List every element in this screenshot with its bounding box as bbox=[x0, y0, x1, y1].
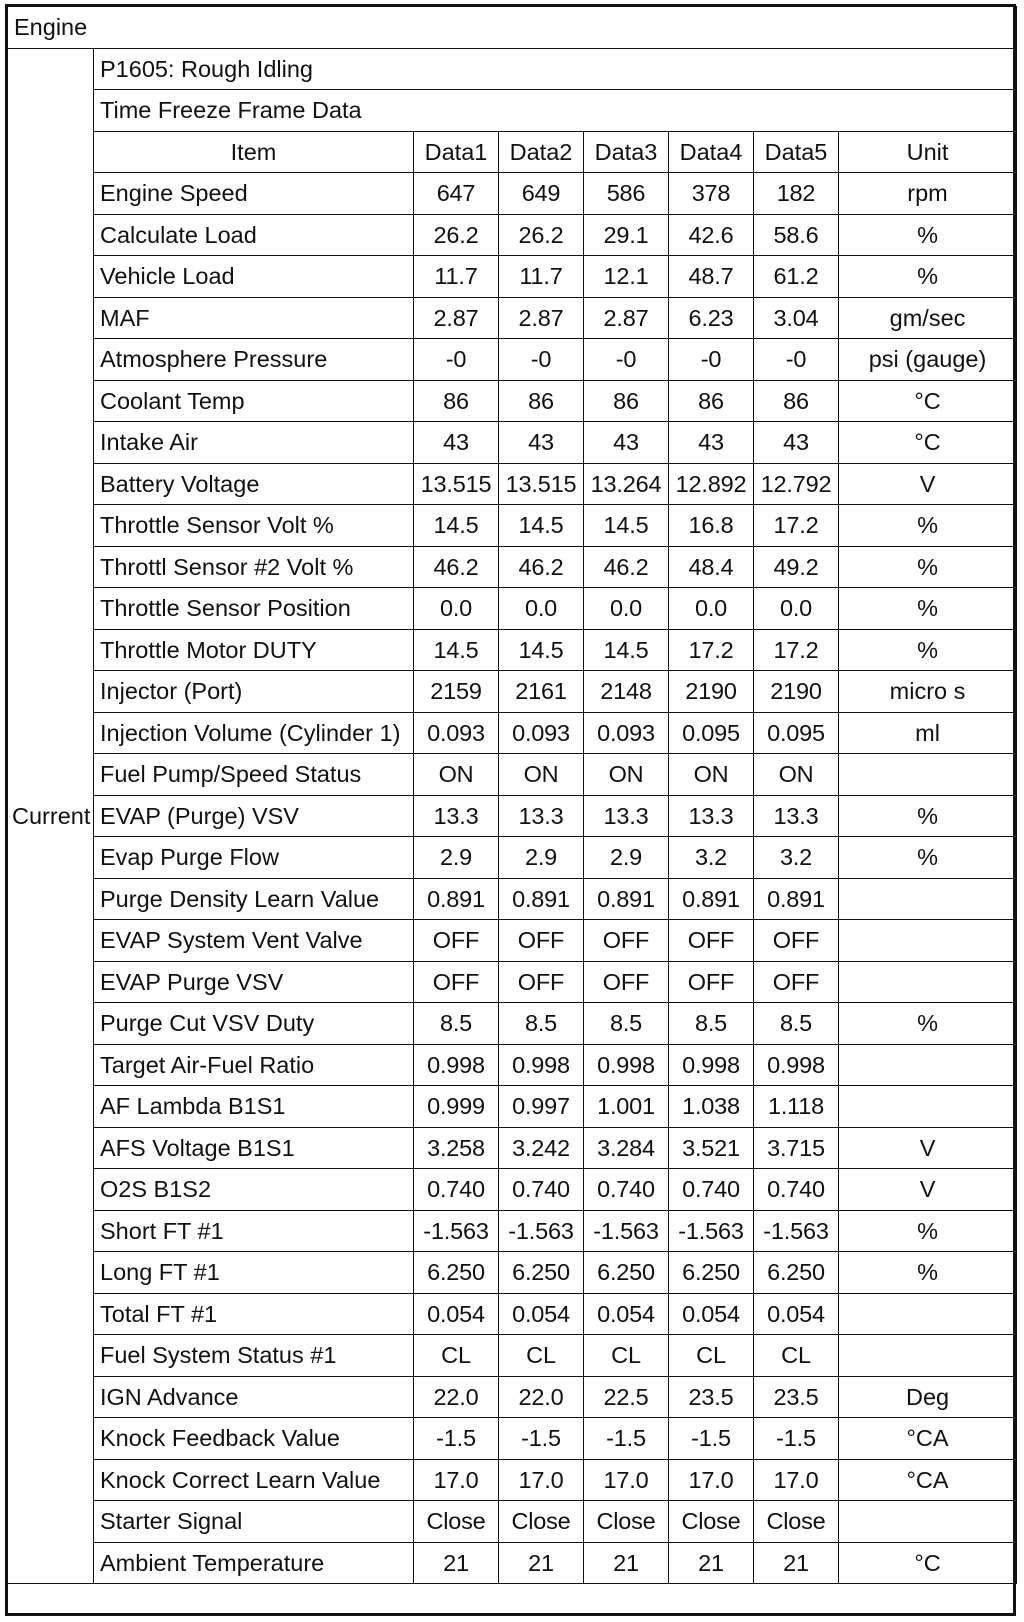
row-item-label: Calculate Load bbox=[94, 214, 414, 256]
column-header-data2: Data2 bbox=[499, 131, 584, 173]
row-unit: °CA bbox=[839, 1418, 1017, 1460]
engine-row bbox=[8, 7, 1017, 49]
row-data2-value: 0.998 bbox=[499, 1044, 584, 1086]
row-data2-value: 2.9 bbox=[499, 837, 584, 879]
row-data3-value: -1.563 bbox=[584, 1210, 669, 1252]
row-data2-value: 0.0 bbox=[499, 588, 584, 630]
row-data1-value: 0.998 bbox=[414, 1044, 499, 1086]
row-data3-value: 46.2 bbox=[584, 546, 669, 588]
row-item-label: Intake Air bbox=[94, 422, 414, 464]
row-data3-value: 86 bbox=[584, 380, 669, 422]
row-item-label: Engine Speed bbox=[94, 173, 414, 215]
row-data3-value: -0 bbox=[584, 339, 669, 381]
row-unit bbox=[839, 1086, 1017, 1128]
row-data1-value: Close bbox=[414, 1501, 499, 1543]
row-data1-value: 43 bbox=[414, 422, 499, 464]
row-data1-value: ON bbox=[414, 754, 499, 796]
row-data4-value: 8.5 bbox=[669, 1003, 754, 1045]
row-data1-value: 647 bbox=[414, 173, 499, 215]
row-unit: % bbox=[839, 588, 1017, 630]
row-data5-value: -0 bbox=[754, 339, 839, 381]
row-data1-value: 0.0 bbox=[414, 588, 499, 630]
row-unit bbox=[839, 961, 1017, 1003]
row-data1-value: 0.093 bbox=[414, 712, 499, 754]
row-unit: % bbox=[839, 546, 1017, 588]
row-data5-value: -1.5 bbox=[754, 1418, 839, 1460]
row-data1-value: 86 bbox=[414, 380, 499, 422]
row-data4-value: CL bbox=[669, 1335, 754, 1377]
row-unit bbox=[839, 1293, 1017, 1335]
row-data3-value: Close bbox=[584, 1501, 669, 1543]
row-data5-value: ON bbox=[754, 754, 839, 796]
row-unit: rpm bbox=[839, 173, 1017, 215]
table-row bbox=[8, 1169, 1017, 1211]
row-unit: % bbox=[839, 837, 1017, 879]
row-data5-value: 86 bbox=[754, 380, 839, 422]
row-data5-value: -1.563 bbox=[754, 1210, 839, 1252]
table-row bbox=[8, 1335, 1017, 1377]
row-data4-value: 86 bbox=[669, 380, 754, 422]
header-row bbox=[8, 131, 1017, 173]
row-data2-value: 8.5 bbox=[499, 1003, 584, 1045]
table-row bbox=[8, 671, 1017, 713]
row-data3-value: -1.5 bbox=[584, 1418, 669, 1460]
row-unit: gm/sec bbox=[839, 297, 1017, 339]
row-data4-value: -0 bbox=[669, 339, 754, 381]
row-data1-value: 0.999 bbox=[414, 1086, 499, 1128]
row-data1-value: 13.3 bbox=[414, 795, 499, 837]
row-item-label: IGN Advance bbox=[94, 1376, 414, 1418]
row-data2-value: OFF bbox=[499, 920, 584, 962]
row-data3-value: 21 bbox=[584, 1542, 669, 1584]
row-data5-value: 182 bbox=[754, 173, 839, 215]
row-data1-value: OFF bbox=[414, 961, 499, 1003]
row-data5-value: 0.740 bbox=[754, 1169, 839, 1211]
row-data1-value: 0.740 bbox=[414, 1169, 499, 1211]
row-data5-value: 58.6 bbox=[754, 214, 839, 256]
table-row bbox=[8, 920, 1017, 962]
row-data1-value: 2.87 bbox=[414, 297, 499, 339]
row-item-label: Knock Feedback Value bbox=[94, 1418, 414, 1460]
row-item-label: O2S B1S2 bbox=[94, 1169, 414, 1211]
row-data2-value: 2.87 bbox=[499, 297, 584, 339]
row-data3-value: 17.0 bbox=[584, 1459, 669, 1501]
row-unit: ml bbox=[839, 712, 1017, 754]
table-row bbox=[8, 173, 1017, 215]
row-data4-value: 48.4 bbox=[669, 546, 754, 588]
table-row bbox=[8, 1501, 1017, 1543]
dtc-row bbox=[8, 48, 1017, 90]
row-item-label: Throttle Sensor Position bbox=[94, 588, 414, 630]
row-data4-value: 17.0 bbox=[669, 1459, 754, 1501]
row-data2-value: 13.515 bbox=[499, 463, 584, 505]
table-row bbox=[8, 1044, 1017, 1086]
table-row bbox=[8, 1293, 1017, 1335]
row-data2-value: 0.997 bbox=[499, 1086, 584, 1128]
row-item-label: Coolant Temp bbox=[94, 380, 414, 422]
row-item-label: EVAP System Vent Valve bbox=[94, 920, 414, 962]
row-data2-value: 0.054 bbox=[499, 1293, 584, 1335]
table-row bbox=[8, 1127, 1017, 1169]
row-data3-value: 0.0 bbox=[584, 588, 669, 630]
row-item-label: Injector (Port) bbox=[94, 671, 414, 713]
row-data5-value: 8.5 bbox=[754, 1003, 839, 1045]
row-data3-value: 2.9 bbox=[584, 837, 669, 879]
row-data4-value: 16.8 bbox=[669, 505, 754, 547]
column-header-data5: Data5 bbox=[754, 131, 839, 173]
row-unit bbox=[839, 754, 1017, 796]
row-data5-value: 17.0 bbox=[754, 1459, 839, 1501]
row-unit bbox=[839, 920, 1017, 962]
row-data1-value: 21 bbox=[414, 1542, 499, 1584]
row-data4-value: 12.892 bbox=[669, 463, 754, 505]
row-data1-value: CL bbox=[414, 1335, 499, 1377]
row-item-label: EVAP Purge VSV bbox=[94, 961, 414, 1003]
row-data3-value: OFF bbox=[584, 920, 669, 962]
row-data2-value: 11.7 bbox=[499, 256, 584, 298]
table-row bbox=[8, 505, 1017, 547]
row-unit bbox=[839, 1044, 1017, 1086]
row-data3-value: 0.891 bbox=[584, 878, 669, 920]
table-row bbox=[8, 878, 1017, 920]
row-data2-value: CL bbox=[499, 1335, 584, 1377]
table-row bbox=[8, 1459, 1017, 1501]
row-item-label: Throttl Sensor #2 Volt % bbox=[94, 546, 414, 588]
row-item-label: AFS Voltage B1S1 bbox=[94, 1127, 414, 1169]
dtc-code: P1605: Rough Idling bbox=[94, 48, 1017, 90]
row-data5-value: 3.04 bbox=[754, 297, 839, 339]
row-data5-value: 6.250 bbox=[754, 1252, 839, 1294]
row-data4-value: 48.7 bbox=[669, 256, 754, 298]
row-data3-value: 43 bbox=[584, 422, 669, 464]
row-data3-value: 12.1 bbox=[584, 256, 669, 298]
row-data3-value: 1.001 bbox=[584, 1086, 669, 1128]
row-data3-value: 22.5 bbox=[584, 1376, 669, 1418]
row-item-label: Fuel Pump/Speed Status bbox=[94, 754, 414, 796]
row-data3-value: 13.3 bbox=[584, 795, 669, 837]
row-item-label: Starter Signal bbox=[94, 1501, 414, 1543]
table-row bbox=[8, 1542, 1017, 1584]
table-row bbox=[8, 463, 1017, 505]
row-data4-value: 3.2 bbox=[669, 837, 754, 879]
row-item-label: Throttle Sensor Volt % bbox=[94, 505, 414, 547]
row-data5-value: Close bbox=[754, 1501, 839, 1543]
row-unit: % bbox=[839, 795, 1017, 837]
row-data3-value: 0.740 bbox=[584, 1169, 669, 1211]
row-data1-value: 14.5 bbox=[414, 505, 499, 547]
column-header-data1: Data1 bbox=[414, 131, 499, 173]
row-data4-value: OFF bbox=[669, 961, 754, 1003]
row-data3-value: 0.093 bbox=[584, 712, 669, 754]
row-data3-value: 0.054 bbox=[584, 1293, 669, 1335]
row-data4-value: 23.5 bbox=[669, 1376, 754, 1418]
row-data2-value: 649 bbox=[499, 173, 584, 215]
row-unit: V bbox=[839, 1169, 1017, 1211]
table-row bbox=[8, 961, 1017, 1003]
row-data4-value: 0.891 bbox=[669, 878, 754, 920]
row-item-label: Ambient Temperature bbox=[94, 1542, 414, 1584]
row-data5-value: 0.998 bbox=[754, 1044, 839, 1086]
table-row bbox=[8, 422, 1017, 464]
row-data2-value: 3.242 bbox=[499, 1127, 584, 1169]
row-data5-value: 17.2 bbox=[754, 629, 839, 671]
row-item-label: Purge Density Learn Value bbox=[94, 878, 414, 920]
row-data5-value: OFF bbox=[754, 961, 839, 1003]
row-data2-value: 86 bbox=[499, 380, 584, 422]
row-data2-value: 26.2 bbox=[499, 214, 584, 256]
row-data4-value: ON bbox=[669, 754, 754, 796]
row-data4-value: 0.054 bbox=[669, 1293, 754, 1335]
row-item-label: EVAP (Purge) VSV bbox=[94, 795, 414, 837]
table-row bbox=[8, 1210, 1017, 1252]
row-data1-value: 6.250 bbox=[414, 1252, 499, 1294]
row-data2-value: -0 bbox=[499, 339, 584, 381]
row-data1-value: 22.0 bbox=[414, 1376, 499, 1418]
table-row bbox=[8, 1252, 1017, 1294]
row-data2-value: -1.5 bbox=[499, 1418, 584, 1460]
row-item-label: Evap Purge Flow bbox=[94, 837, 414, 879]
row-data2-value: 6.250 bbox=[499, 1252, 584, 1294]
column-header-unit: Unit bbox=[839, 131, 1017, 173]
row-unit: % bbox=[839, 1252, 1017, 1294]
row-data2-value: 21 bbox=[499, 1542, 584, 1584]
column-header-data4: Data4 bbox=[669, 131, 754, 173]
row-data1-value: 8.5 bbox=[414, 1003, 499, 1045]
row-data2-value: 14.5 bbox=[499, 629, 584, 671]
row-data4-value: -1.563 bbox=[669, 1210, 754, 1252]
row-item-label: Battery Voltage bbox=[94, 463, 414, 505]
table-row bbox=[8, 1376, 1017, 1418]
row-data5-value: 49.2 bbox=[754, 546, 839, 588]
row-data1-value: 26.2 bbox=[414, 214, 499, 256]
row-unit: °C bbox=[839, 422, 1017, 464]
row-data2-value: 2161 bbox=[499, 671, 584, 713]
table-row bbox=[8, 712, 1017, 754]
row-data3-value: 29.1 bbox=[584, 214, 669, 256]
column-header-data3: Data3 bbox=[584, 131, 669, 173]
row-data1-value: OFF bbox=[414, 920, 499, 962]
row-data2-value: 17.0 bbox=[499, 1459, 584, 1501]
row-data4-value: -1.5 bbox=[669, 1418, 754, 1460]
row-data1-value: 0.054 bbox=[414, 1293, 499, 1335]
table-row bbox=[8, 795, 1017, 837]
row-data5-value: 21 bbox=[754, 1542, 839, 1584]
table-row bbox=[8, 339, 1017, 381]
row-data4-value: 0.998 bbox=[669, 1044, 754, 1086]
section-title-row bbox=[8, 90, 1017, 132]
row-data1-value: 3.258 bbox=[414, 1127, 499, 1169]
current-label: Current bbox=[8, 48, 94, 1584]
row-data1-value: -0 bbox=[414, 339, 499, 381]
row-item-label: Purge Cut VSV Duty bbox=[94, 1003, 414, 1045]
row-data4-value: 13.3 bbox=[669, 795, 754, 837]
row-data4-value: Close bbox=[669, 1501, 754, 1543]
row-data3-value: 2.87 bbox=[584, 297, 669, 339]
row-unit: °C bbox=[839, 380, 1017, 422]
row-data2-value: OFF bbox=[499, 961, 584, 1003]
row-unit bbox=[839, 878, 1017, 920]
row-unit: °C bbox=[839, 1542, 1017, 1584]
row-unit bbox=[839, 1501, 1017, 1543]
row-unit: % bbox=[839, 629, 1017, 671]
row-data2-value: -1.563 bbox=[499, 1210, 584, 1252]
row-unit: % bbox=[839, 1003, 1017, 1045]
table-row bbox=[8, 546, 1017, 588]
row-item-label: Total FT #1 bbox=[94, 1293, 414, 1335]
table-row bbox=[8, 214, 1017, 256]
row-data5-value: 0.054 bbox=[754, 1293, 839, 1335]
row-data4-value: 42.6 bbox=[669, 214, 754, 256]
row-data2-value: 13.3 bbox=[499, 795, 584, 837]
row-data5-value: 3.715 bbox=[754, 1127, 839, 1169]
row-data5-value: 2190 bbox=[754, 671, 839, 713]
row-item-label: Short FT #1 bbox=[94, 1210, 414, 1252]
table-row bbox=[8, 837, 1017, 879]
row-data5-value: 3.2 bbox=[754, 837, 839, 879]
row-unit: Deg bbox=[839, 1376, 1017, 1418]
row-data5-value: 17.2 bbox=[754, 505, 839, 547]
row-data5-value: OFF bbox=[754, 920, 839, 962]
row-data4-value: 17.2 bbox=[669, 629, 754, 671]
row-data5-value: CL bbox=[754, 1335, 839, 1377]
row-data3-value: OFF bbox=[584, 961, 669, 1003]
row-data5-value: 0.891 bbox=[754, 878, 839, 920]
row-item-label: Vehicle Load bbox=[94, 256, 414, 298]
row-item-label: Target Air-Fuel Ratio bbox=[94, 1044, 414, 1086]
column-header-item: Item bbox=[94, 131, 414, 173]
row-unit: % bbox=[839, 256, 1017, 298]
row-data1-value: 17.0 bbox=[414, 1459, 499, 1501]
row-data5-value: 1.118 bbox=[754, 1086, 839, 1128]
row-data3-value: 2148 bbox=[584, 671, 669, 713]
table-row bbox=[8, 588, 1017, 630]
row-data4-value: 6.23 bbox=[669, 297, 754, 339]
row-data1-value: 11.7 bbox=[414, 256, 499, 298]
row-data1-value: 0.891 bbox=[414, 878, 499, 920]
section-title: Time Freeze Frame Data bbox=[94, 90, 1017, 132]
row-data3-value: 13.264 bbox=[584, 463, 669, 505]
row-data5-value: 0.095 bbox=[754, 712, 839, 754]
row-data1-value: 46.2 bbox=[414, 546, 499, 588]
table-row bbox=[8, 754, 1017, 796]
row-data2-value: Close bbox=[499, 1501, 584, 1543]
row-data2-value: 14.5 bbox=[499, 505, 584, 547]
engine-label: Engine bbox=[8, 7, 1017, 49]
row-data2-value: 0.891 bbox=[499, 878, 584, 920]
row-data2-value: 0.093 bbox=[499, 712, 584, 754]
row-unit: % bbox=[839, 214, 1017, 256]
row-item-label: Fuel System Status #1 bbox=[94, 1335, 414, 1377]
row-data4-value: 0.0 bbox=[669, 588, 754, 630]
row-data5-value: 23.5 bbox=[754, 1376, 839, 1418]
row-data4-value: 0.095 bbox=[669, 712, 754, 754]
row-data1-value: -1.5 bbox=[414, 1418, 499, 1460]
row-data3-value: 8.5 bbox=[584, 1003, 669, 1045]
row-data3-value: 6.250 bbox=[584, 1252, 669, 1294]
row-data1-value: -1.563 bbox=[414, 1210, 499, 1252]
table-row bbox=[8, 297, 1017, 339]
row-data5-value: 43 bbox=[754, 422, 839, 464]
row-data5-value: 0.0 bbox=[754, 588, 839, 630]
table-row bbox=[8, 256, 1017, 298]
row-data2-value: 0.740 bbox=[499, 1169, 584, 1211]
row-item-label: Atmosphere Pressure bbox=[94, 339, 414, 381]
row-unit bbox=[839, 1335, 1017, 1377]
row-data2-value: 22.0 bbox=[499, 1376, 584, 1418]
row-unit: % bbox=[839, 1210, 1017, 1252]
table-row bbox=[8, 629, 1017, 671]
row-unit: V bbox=[839, 1127, 1017, 1169]
row-data4-value: OFF bbox=[669, 920, 754, 962]
row-data3-value: ON bbox=[584, 754, 669, 796]
row-data4-value: 1.038 bbox=[669, 1086, 754, 1128]
row-item-label: AF Lambda B1S1 bbox=[94, 1086, 414, 1128]
row-unit: psi (gauge) bbox=[839, 339, 1017, 381]
row-data4-value: 2190 bbox=[669, 671, 754, 713]
row-data4-value: 21 bbox=[669, 1542, 754, 1584]
row-data1-value: 2.9 bbox=[414, 837, 499, 879]
row-data5-value: 13.3 bbox=[754, 795, 839, 837]
row-data4-value: 43 bbox=[669, 422, 754, 464]
row-data1-value: 2159 bbox=[414, 671, 499, 713]
row-data3-value: 14.5 bbox=[584, 505, 669, 547]
row-data3-value: 586 bbox=[584, 173, 669, 215]
row-unit: micro s bbox=[839, 671, 1017, 713]
row-data3-value: CL bbox=[584, 1335, 669, 1377]
row-data5-value: 61.2 bbox=[754, 256, 839, 298]
row-data3-value: 3.284 bbox=[584, 1127, 669, 1169]
freeze-frame-table bbox=[7, 6, 1017, 1584]
table-row bbox=[8, 380, 1017, 422]
row-item-label: Throttle Motor DUTY bbox=[94, 629, 414, 671]
row-data4-value: 0.740 bbox=[669, 1169, 754, 1211]
row-item-label: MAF bbox=[94, 297, 414, 339]
table-row bbox=[8, 1086, 1017, 1128]
row-data4-value: 378 bbox=[669, 173, 754, 215]
row-data4-value: 3.521 bbox=[669, 1127, 754, 1169]
row-item-label: Knock Correct Learn Value bbox=[94, 1459, 414, 1501]
row-data2-value: 43 bbox=[499, 422, 584, 464]
row-item-label: Injection Volume (Cylinder 1) bbox=[94, 712, 414, 754]
row-data1-value: 14.5 bbox=[414, 629, 499, 671]
row-unit: % bbox=[839, 505, 1017, 547]
row-data3-value: 0.998 bbox=[584, 1044, 669, 1086]
row-item-label: Long FT #1 bbox=[94, 1252, 414, 1294]
table-row bbox=[8, 1003, 1017, 1045]
row-unit: V bbox=[839, 463, 1017, 505]
row-data3-value: 14.5 bbox=[584, 629, 669, 671]
row-data2-value: 46.2 bbox=[499, 546, 584, 588]
row-unit: °CA bbox=[839, 1459, 1017, 1501]
row-data1-value: 13.515 bbox=[414, 463, 499, 505]
row-data5-value: 12.792 bbox=[754, 463, 839, 505]
table-row bbox=[8, 1418, 1017, 1460]
row-data2-value: ON bbox=[499, 754, 584, 796]
row-data4-value: 6.250 bbox=[669, 1252, 754, 1294]
